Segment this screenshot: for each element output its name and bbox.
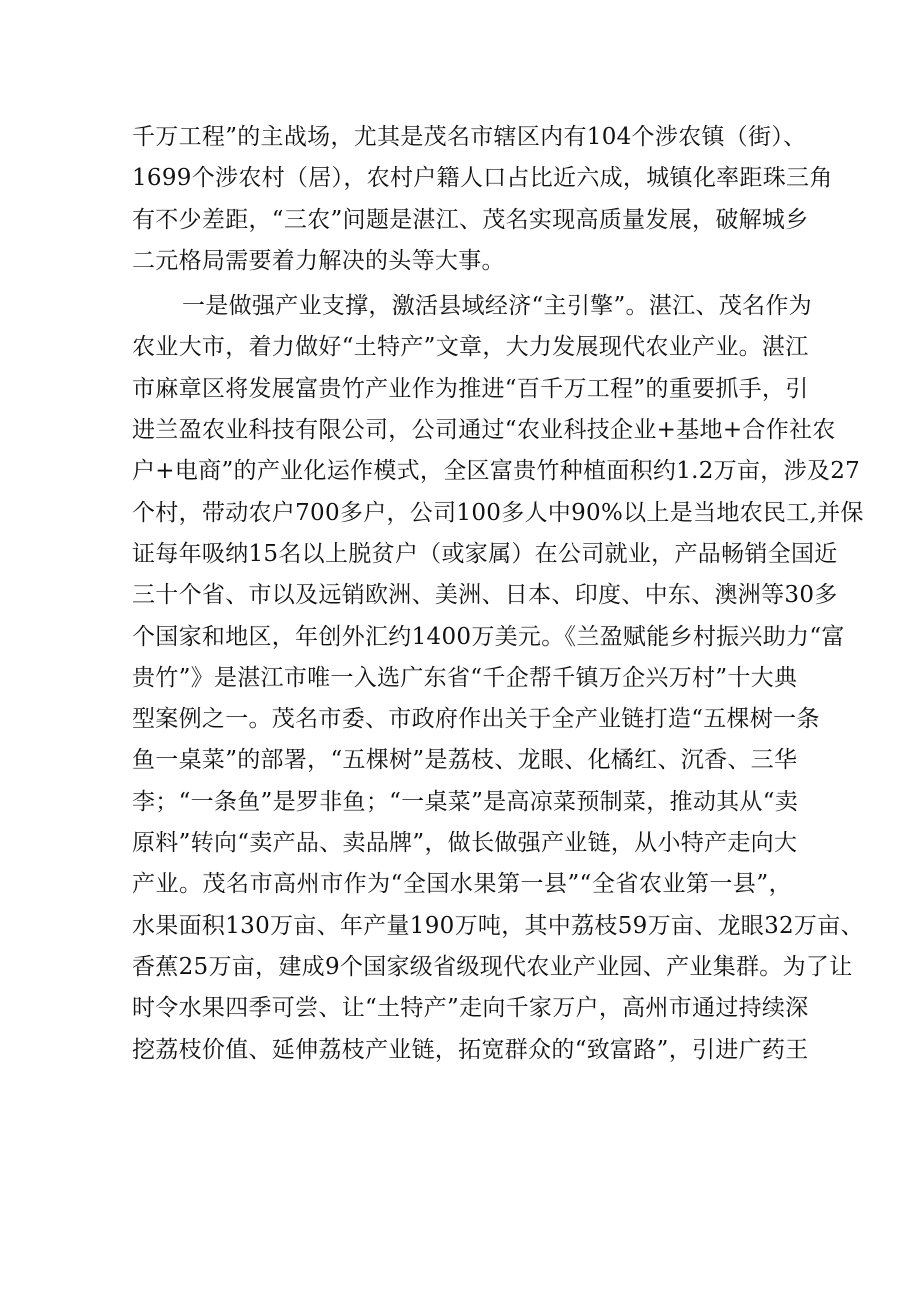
- text-line: 产业。茂名市高州市作为“全国水果第一县”“全省农业第一县”，: [132, 871, 792, 898]
- body-text: [132, 117, 864, 1071]
- text-line: 李；“一条鱼”是罗非鱼；“一桌菜”是高凉菜预制菜，推动其从“卖: [132, 788, 799, 815]
- text-line: 农业大市，着力做好“土特产”文章，大力发展现代农业产业。湛江: [132, 334, 809, 361]
- text-line: 挖荔枝价值、延伸荔枝产业链，拓宽群众的“致富路”，引进广药王: [132, 1036, 809, 1063]
- paragraph-1: [132, 117, 833, 282]
- text-line: 香蕉25万亩，建成9个国家级省级现代农业产业园、产业集群。为了让: [132, 953, 853, 980]
- text-line: 贵竹”》是湛江市唯一入选广东省“千企帮千镇万企兴万村”十大典: [132, 664, 798, 691]
- text-line: 有不少差距，“三农”问题是湛江、茂名实现高质量发展，破解城乡: [132, 206, 809, 233]
- text-line: 市麻章区将发展富贵竹产业作为推进“百千万工程”的重要抓手，引: [132, 375, 809, 402]
- text-line: 水果面积130万亩、年产量190万吨，其中荔枝59万亩、龙眼32万亩、: [132, 912, 864, 939]
- text-line: 证每年吸纳15名以上脱贫户（或家属）在公司就业，产品畅销全国近: [132, 540, 838, 567]
- text-line: 型案例之一。茂名市委、市政府作出关于全产业链打造“五棵树一条: [132, 706, 820, 733]
- text-line: 鱼一桌菜”的部署，“五棵树”是荔枝、龙眼、化橘红、沉香、三华: [132, 747, 798, 774]
- text-line: 千万工程”的主战场，尤其是茂名市辖区内有104个涉农镇（街）、: [132, 124, 807, 150]
- text-line: 户+电商”的产业化运作模式，全区富贵竹种植面积约1.2万亩，涉及27: [132, 458, 861, 485]
- text-line: 进兰盈农业科技有限公司，公司通过“农业科技企业+基地+合作社农: [132, 417, 836, 444]
- text-line: 三十个省、市以及远销欧洲、美洲、日本、印度、中东、澳洲等30多: [132, 582, 838, 609]
- text-line: 个村，带动农户700多户，公司100多人中90%以上是当地农民工,并保: [132, 499, 864, 526]
- text-line: 原料”转向“卖产品、卖品牌”，做长做强产业链，从小特产走向大: [132, 830, 798, 857]
- text-line: 时令水果四季可尝、让“土特产”走向千家万户，高州市通过持续深: [132, 995, 809, 1022]
- text-line: 个国家和地区，年创外汇约1400万美元。《兰盈赋能乡村振兴助力“富: [132, 623, 845, 650]
- text-line: 一是做强产业支撑，激活县域经济“主引擎”。湛江、茂名作为: [182, 293, 812, 320]
- text-line: 二元格局需要着力解决的头等大事。: [132, 247, 505, 274]
- paragraph-2: [132, 286, 864, 1071]
- text-line: 1699个涉农村（居），农村户籍人口占比近六成，城镇化率距珠三角: [132, 165, 833, 192]
